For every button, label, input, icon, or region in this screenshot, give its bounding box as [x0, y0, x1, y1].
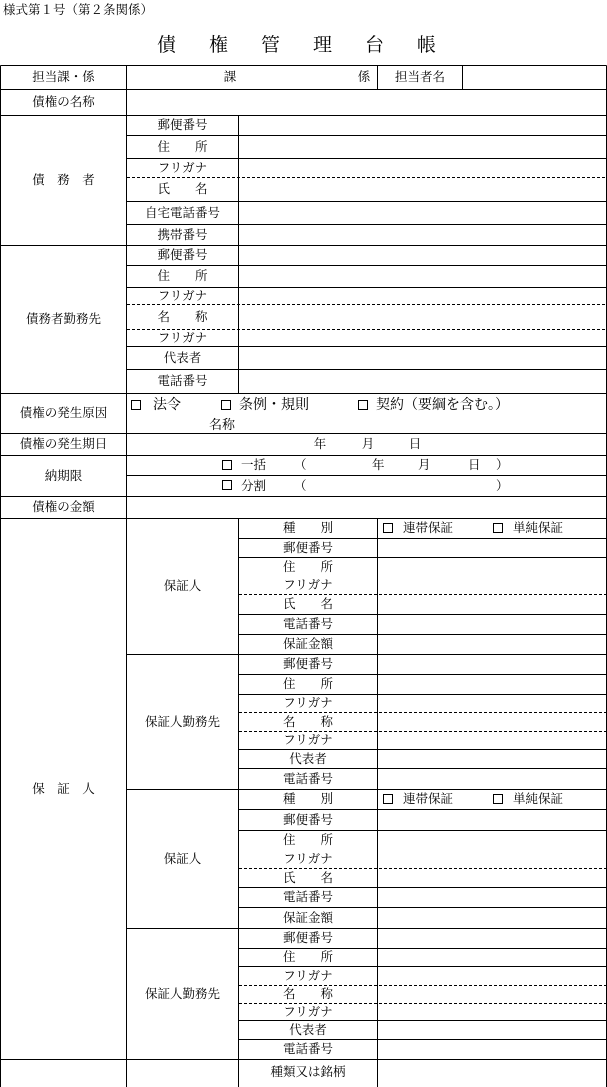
date-month: 月 [361, 436, 375, 452]
guarantor1-postal-label: 郵便番号 [282, 539, 333, 555]
guarantor1-furigana-label: フリガナ [283, 577, 333, 593]
g-workplace2-rep-label: 代表者 [289, 1021, 327, 1037]
workplace-postal-label: 郵便番号 [157, 247, 208, 263]
guarantor2-amount-label: 保証金額 [282, 909, 333, 925]
deadline-lump-label: 一括 [241, 457, 267, 473]
origin-contract-label: 契約（要綱を含む。） [376, 397, 509, 413]
deadline-lump-open: （ [294, 457, 307, 473]
workplace-rep-label: 代表者 [163, 349, 202, 365]
collateral-type-label: 種類又は銘柄 [270, 1064, 346, 1080]
debtor-label: 債 務 者 [32, 172, 95, 188]
guarantor2-simple-label: 単純保証 [513, 791, 564, 807]
debtor-mobile-label: 携帯番号 [157, 226, 208, 242]
deadline-lump-year: 年 [372, 457, 385, 473]
debtor-address-label: 住 所 [157, 138, 208, 154]
deadline-split-open: （ [294, 477, 307, 493]
guarantor-section-label: 保 証 人 [32, 780, 95, 796]
kakari-label: 係 [357, 69, 371, 85]
guarantor2-phone-label: 電話番号 [282, 889, 333, 905]
g-workplace2-furigana1-label: フリガナ [283, 967, 333, 983]
workplace-label: 債務者勤務先 [25, 311, 101, 327]
deadline-lump-month: 月 [418, 457, 431, 473]
guarantor2-joint-checkbox[interactable] [383, 794, 393, 804]
g-workplace1-phone-label: 電話番号 [282, 770, 333, 786]
guarantor2-type-label: 種 別 [282, 791, 333, 807]
g-workplace2-label: 保証人勤務先 [144, 985, 220, 1001]
guarantor2-label: 保証人 [163, 850, 202, 866]
debtor-home-phone-label: 自宅電話番号 [144, 204, 220, 220]
person-label: 担当者名 [394, 69, 445, 85]
workplace-phone-label: 電話番号 [157, 373, 208, 389]
g-workplace2-name-label: 名 称 [282, 986, 333, 1002]
origin-ordinance-checkbox[interactable] [221, 400, 231, 410]
guarantor1-amount-label: 保証金額 [282, 636, 333, 652]
guarantor1-simple-label: 単純保証 [513, 520, 564, 536]
origin-label: 債権の発生原因 [19, 405, 108, 421]
guarantor1-name-label: 氏 名 [282, 596, 333, 612]
g-workplace2-phone-label: 電話番号 [282, 1041, 333, 1057]
guarantor2-joint-label: 連帯保証 [403, 791, 454, 807]
guarantor1-type-label: 種 別 [282, 520, 333, 536]
g-workplace1-rep-label: 代表者 [289, 750, 327, 766]
guarantor1-simple-checkbox[interactable] [493, 523, 503, 533]
origin-law-checkbox[interactable] [131, 400, 141, 410]
debtor-furigana-label: フリガナ [157, 159, 208, 175]
deadline-label: 納期限 [44, 467, 83, 483]
page-title: 債 権 管 理 台 帳 [156, 34, 443, 56]
debtor-postal-label: 郵便番号 [157, 117, 208, 133]
g-workplace1-address-label: 住 所 [282, 676, 333, 692]
date-day: 日 [408, 436, 422, 452]
debtor-name-label: 氏 名 [157, 181, 208, 197]
workplace-name-label: 名 称 [157, 308, 208, 324]
guarantor2-furigana-label: フリガナ [283, 851, 333, 867]
deadline-lump-checkbox[interactable] [222, 460, 232, 470]
deadline-split-close: ） [496, 477, 509, 493]
dept-label: 担当課・係 [32, 69, 95, 85]
guarantor1-phone-label: 電話番号 [282, 616, 333, 632]
origin-contract-checkbox[interactable] [358, 400, 368, 410]
guarantor2-address-label: 住 所 [282, 832, 333, 848]
claim-name-label: 債権の名称 [32, 94, 95, 110]
g-workplace2-furigana2-label: フリガナ [283, 1003, 333, 1019]
origin-ordinance-label: 条例・規則 [239, 397, 309, 413]
guarantor1-joint-checkbox[interactable] [383, 523, 393, 533]
deadline-lump-close: ） [496, 457, 509, 473]
workplace-furigana1-label: フリガナ [157, 287, 208, 303]
g-workplace2-postal-label: 郵便番号 [282, 930, 333, 946]
form-number: 様式第１号（第２条関係） [3, 2, 154, 17]
origin-name-label: 名称 [209, 417, 236, 433]
guarantor2-postal-label: 郵便番号 [282, 811, 333, 827]
ka-label: 課 [223, 69, 237, 85]
g-workplace1-postal-label: 郵便番号 [282, 656, 333, 672]
deadline-lump-day: 日 [468, 457, 481, 473]
amount-label: 債権の金額 [32, 499, 95, 515]
workplace-address-label: 住 所 [157, 268, 208, 284]
deadline-split-label: 分割 [241, 477, 267, 493]
deadline-split-checkbox[interactable] [222, 480, 232, 490]
g-workplace1-furigana1-label: フリガナ [283, 695, 333, 711]
guarantor2-simple-checkbox[interactable] [493, 794, 503, 804]
g-workplace1-name-label: 名 称 [282, 713, 333, 729]
guarantor1-address-label: 住 所 [282, 558, 333, 574]
guarantor2-name-label: 氏 名 [282, 869, 333, 885]
guarantor1-joint-label: 連帯保証 [403, 520, 454, 536]
g-workplace2-address-label: 住 所 [282, 949, 333, 965]
guarantor1-label: 保証人 [163, 578, 202, 594]
date-year: 年 [313, 436, 327, 452]
origin-law-label: 法令 [153, 397, 181, 413]
g-workplace1-label: 保証人勤務先 [144, 713, 220, 729]
date-label: 債権の発生期日 [19, 436, 108, 452]
workplace-furigana2-label: フリガナ [157, 329, 208, 345]
g-workplace1-furigana2-label: フリガナ [283, 732, 333, 748]
